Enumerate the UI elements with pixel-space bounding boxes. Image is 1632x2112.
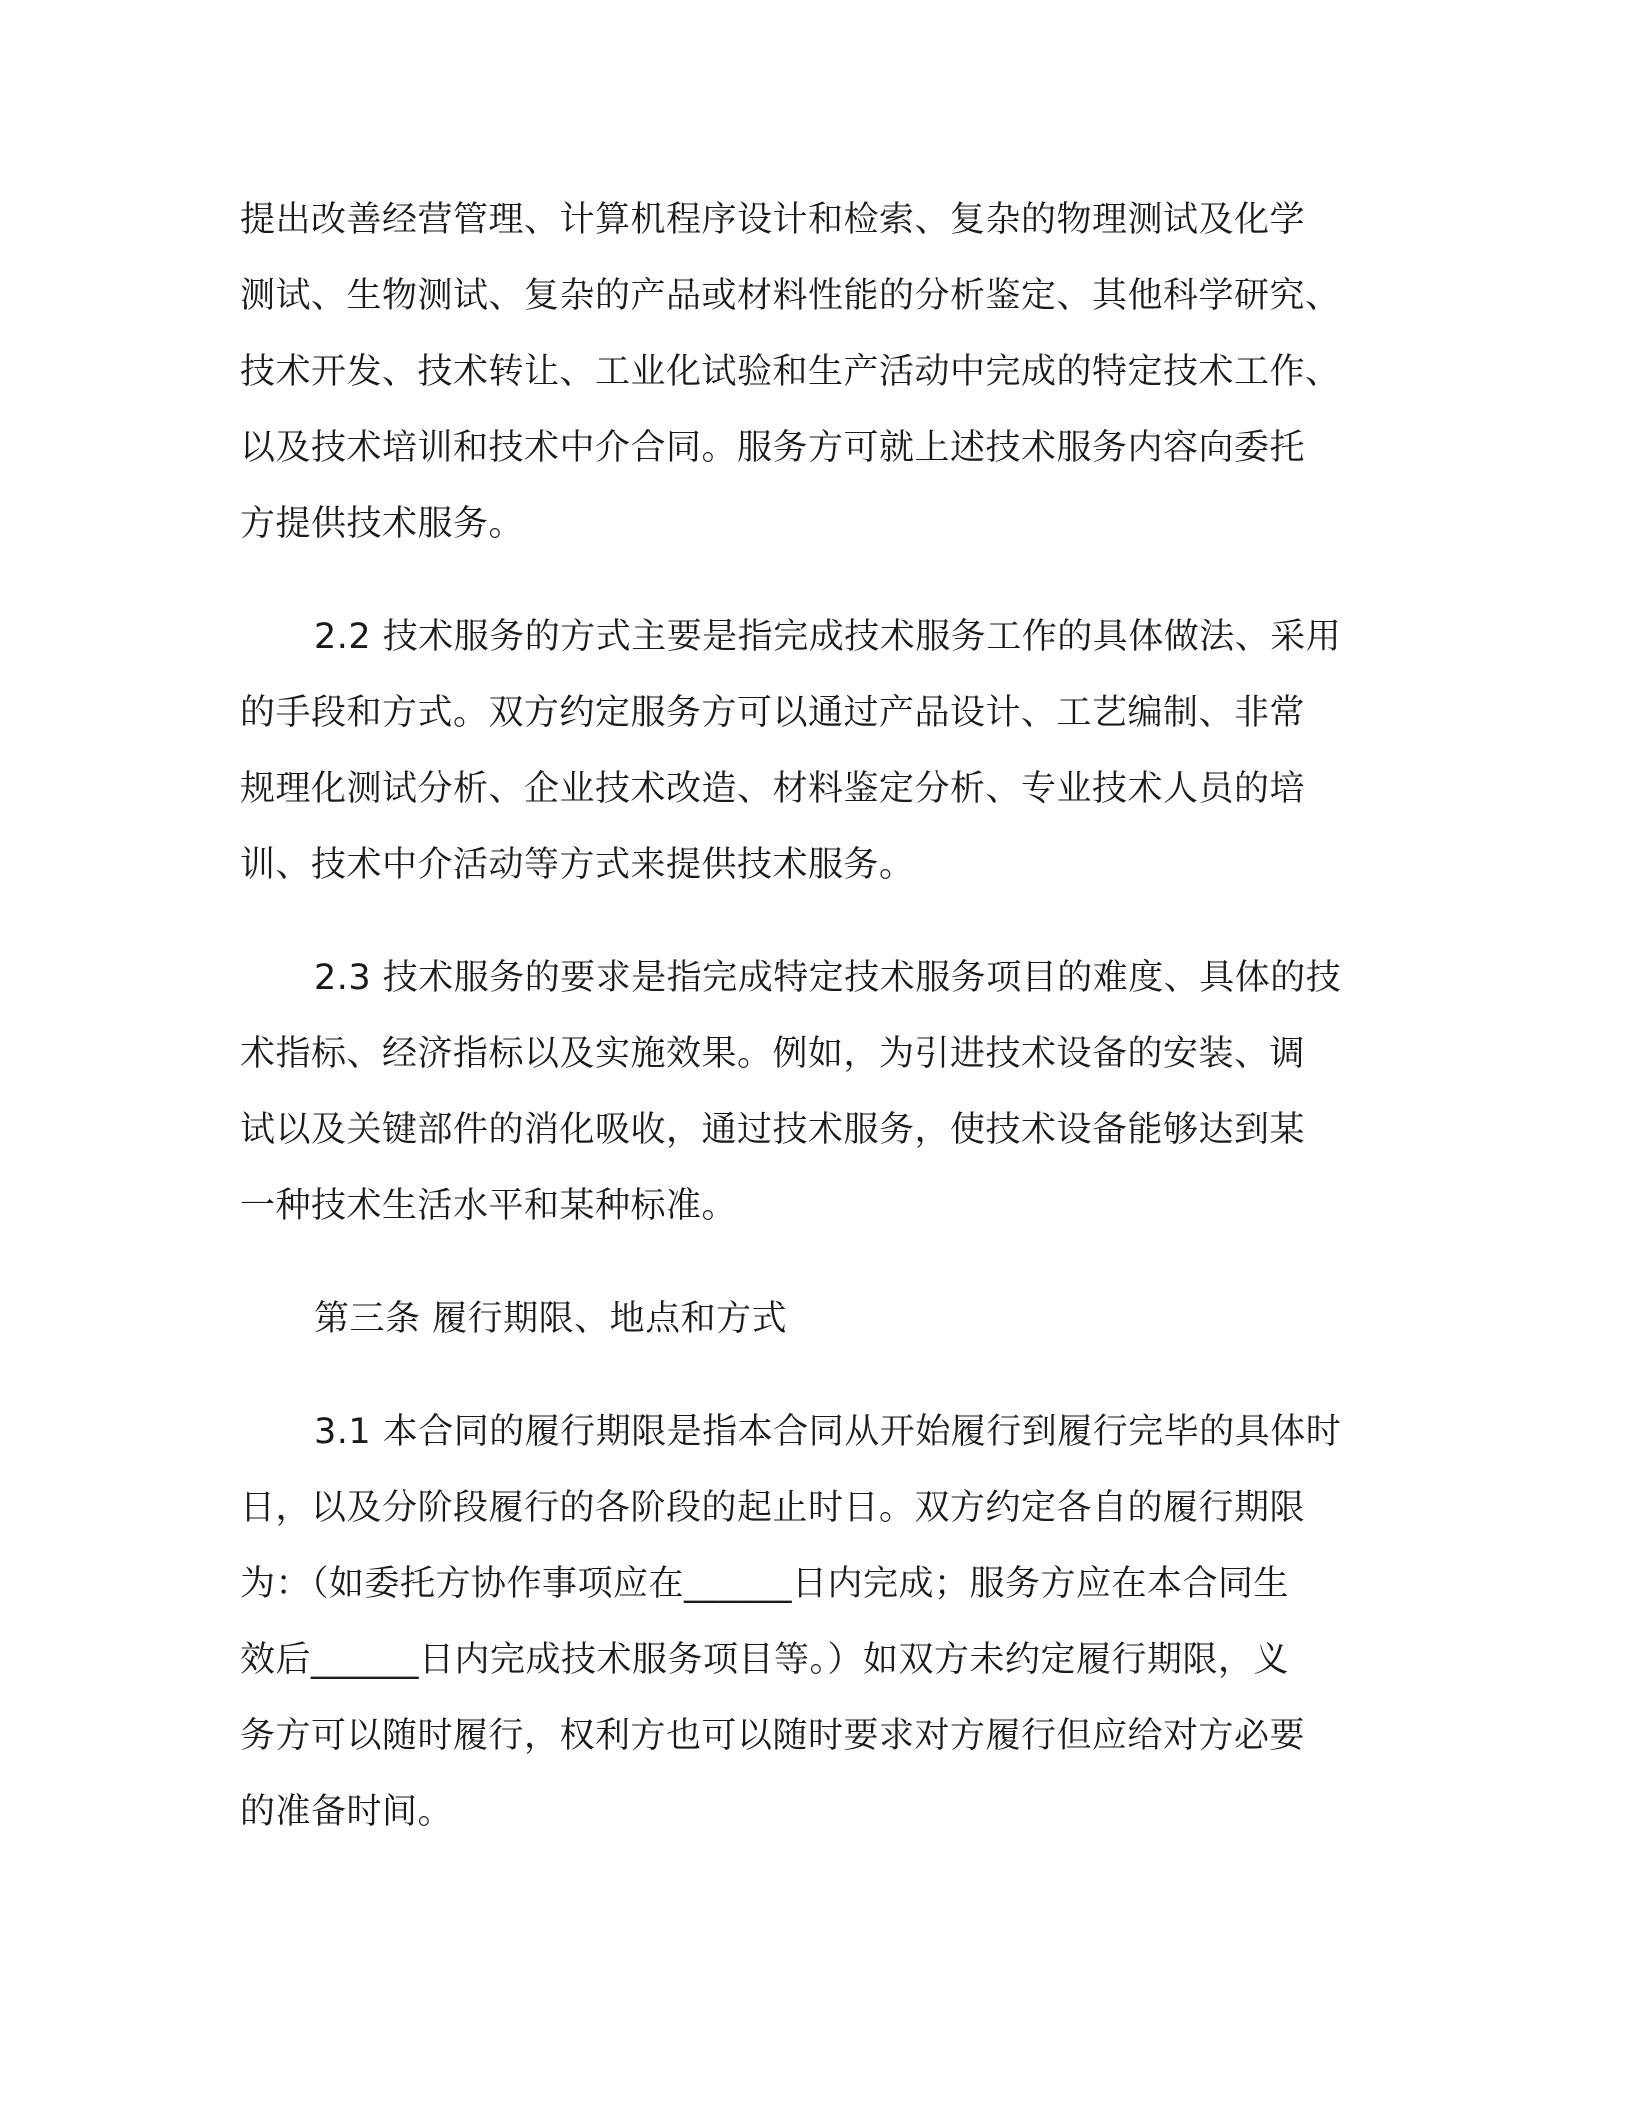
text-line: 方提供技术服务。: [240, 504, 525, 544]
text-line: 提出改善经营管理、计算机程序设计和检索、复杂的物理测试及化学: [240, 200, 1306, 240]
article-3-heading: [240, 1281, 1390, 1357]
text-line: 训、技术中介活动等方式来提供技术服务。: [240, 845, 915, 885]
text-line: 的手段和方式。双方约定服务方可以通过产品设计、工艺编制、非常: [240, 693, 1306, 733]
paragraph-services-scope: [240, 182, 1390, 562]
text-line: 规理化测试分析、企业技术改造、材料鉴定分析、专业技术人员的培: [240, 769, 1306, 809]
text-line: 3.1 本合同的履行期限是指本合同从开始履行到履行完毕的具体时: [314, 1412, 1342, 1452]
paragraph-2-2: [240, 599, 1390, 903]
paragraph-2-3: [240, 940, 1390, 1244]
paragraph-gap: [240, 562, 1390, 599]
text-line: 效后______日内完成技术服务项目等。）如双方未约定履行期限，义: [240, 1640, 1290, 1680]
paragraph-gap: [240, 1357, 1390, 1394]
text-line: 技术开发、技术转让、工业化试验和生产活动中完成的特定技术工作、: [240, 352, 1341, 392]
text-line: 务方可以随时履行，权利方也可以随时要求对方履行但应给对方必要: [240, 1716, 1306, 1756]
text-line: 2.3 技术服务的要求是指完成特定技术服务项目的难度、具体的技: [314, 958, 1342, 998]
text-line: 的准备时间。: [240, 1792, 454, 1832]
text-line: 测试、生物测试、复杂的产品或材料性能的分析鉴定、其他科学研究、: [240, 276, 1341, 316]
paragraph-gap: [240, 903, 1390, 940]
paragraph-gap: [240, 1244, 1390, 1281]
text-line: 2.2 技术服务的方式主要是指完成技术服务工作的具体做法、采用: [314, 617, 1342, 657]
text-line: 一种技术生活水平和某种标准。: [240, 1186, 738, 1226]
text-line: 以及技术培训和技术中介合同。服务方可就上述技术服务内容向委托: [240, 428, 1306, 468]
text-line: 为：（如委托方协作事项应在______日内完成；服务方应在本合同生: [240, 1564, 1290, 1604]
text-line: 日，以及分阶段履行的各阶段的起止时日。双方约定各自的履行期限: [240, 1488, 1306, 1528]
paragraph-3-1: [240, 1394, 1390, 1850]
text-line: 试以及关键部件的消化吸收，通过技术服务，使技术设备能够达到某: [240, 1110, 1306, 1150]
document-body: [240, 182, 1390, 1850]
section-heading: 第三条 履行期限、地点和方式: [314, 1299, 788, 1339]
text-line: 术指标、经济指标以及实施效果。例如，为引进技术设备的安装、调: [240, 1034, 1306, 1074]
